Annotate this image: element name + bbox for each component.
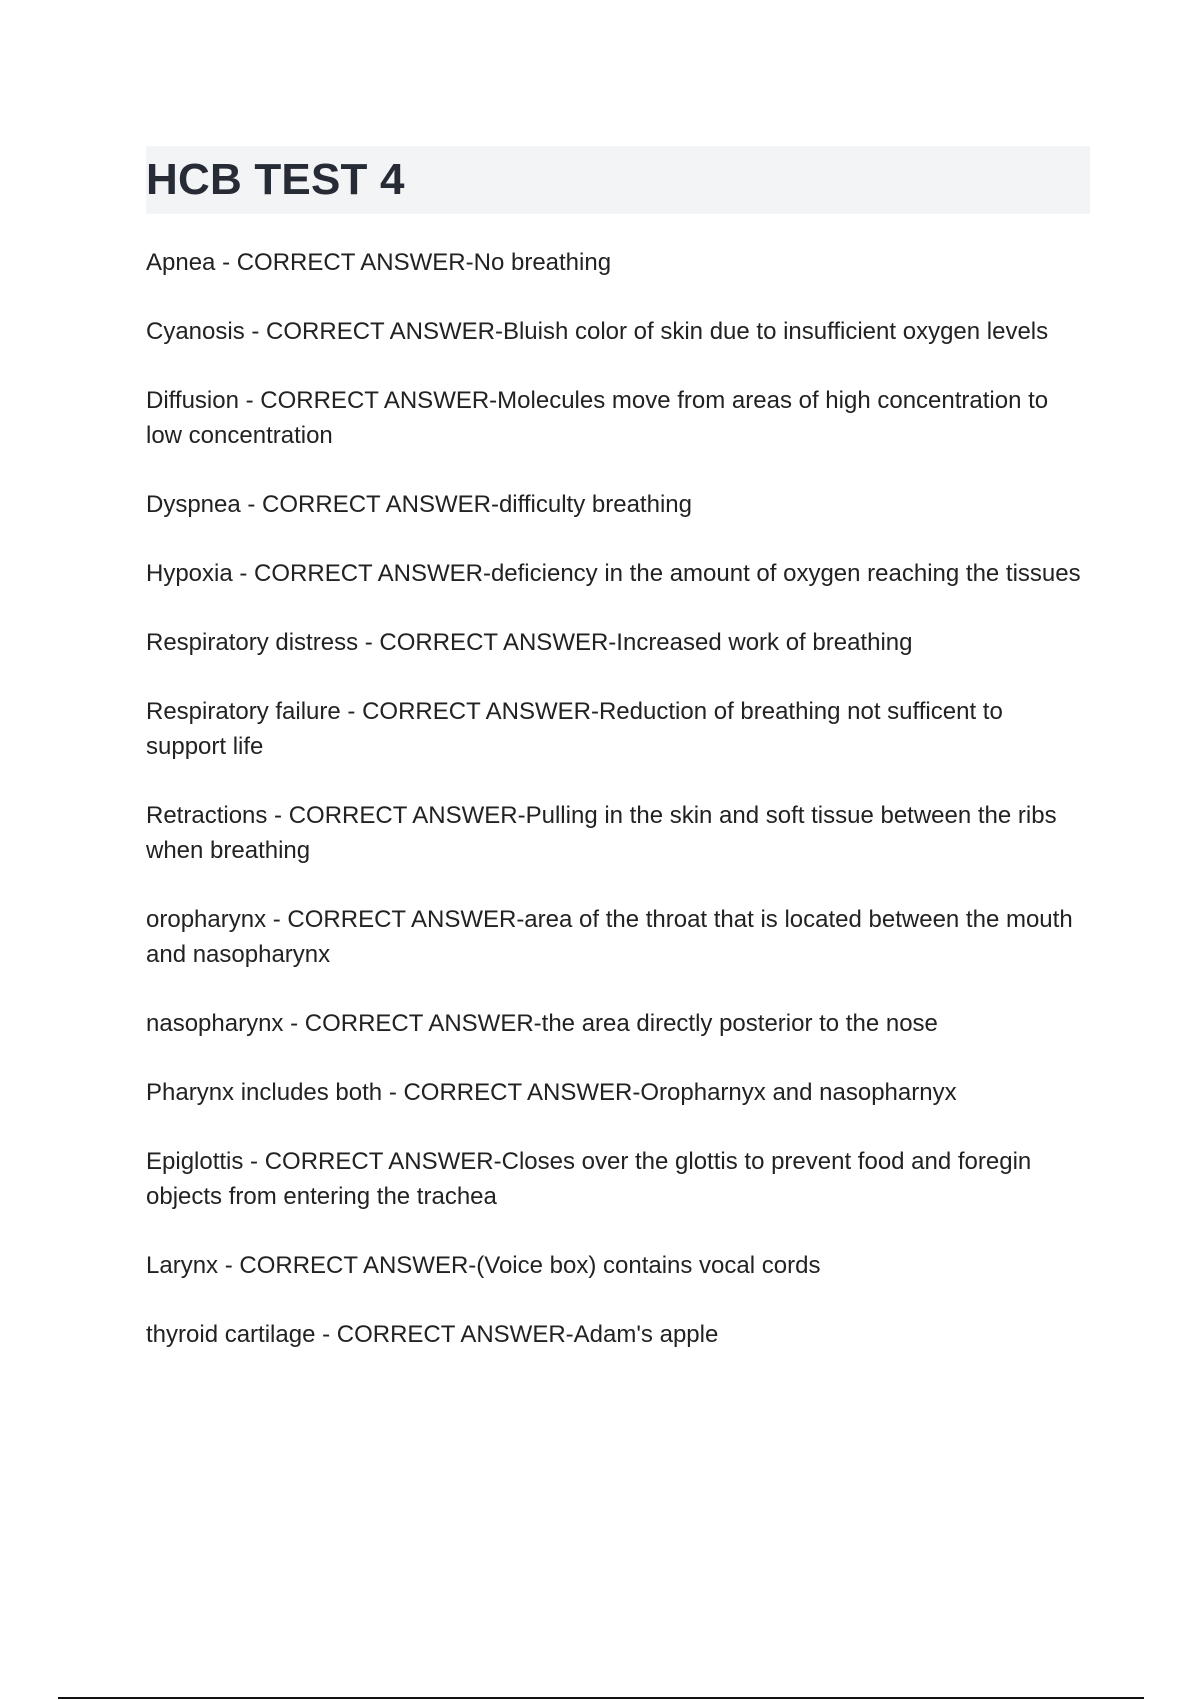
title-bar: [146, 146, 1090, 214]
flashcard-entry: oropharynx - CORRECT ANSWER-area of the throat that is located between the mouth and nasopharynx: [146, 906, 1073, 968]
flashcard-list: [146, 245, 1086, 1386]
flashcard-entry: Apnea - CORRECT ANSWER-No breathing: [146, 249, 612, 276]
flashcard-entry: Epiglottis - CORRECT ANSWER-Closes over the glottis to prevent food and foregin objects from entering the trachea: [146, 1148, 1032, 1210]
flashcard-entry: Cyanosis - CORRECT ANSWER-Bluish color of skin due to insufficient oxygen levels: [146, 318, 1049, 345]
footer-divider: [58, 1697, 1144, 1699]
flashcard-entry: nasopharynx - CORRECT ANSWER-the area directly posterior to the nose: [146, 1010, 938, 1037]
flashcard-entry: Respiratory failure - CORRECT ANSWER-Reduction of breathing not sufficent to support life: [146, 698, 1003, 760]
flashcard-entry: Larynx - CORRECT ANSWER-(Voice box) contains vocal cords: [146, 1252, 821, 1279]
page-title: HCB TEST 4: [146, 155, 405, 204]
flashcard-entry: Retractions - CORRECT ANSWER-Pulling in the skin and soft tissue between the ribs when breathing: [146, 802, 1057, 864]
flashcard-entry: Dyspnea - CORRECT ANSWER-difficulty breathing: [146, 491, 692, 518]
flashcard-entry: Hypoxia - CORRECT ANSWER-deficiency in the amount of oxygen reaching the tissues: [146, 560, 1081, 587]
flashcard-entry: Pharynx includes both - CORRECT ANSWER-Oropharnyx and nasopharnyx: [146, 1079, 957, 1106]
flashcard-entry: Diffusion - CORRECT ANSWER-Molecules move from areas of high concentration to low concentration: [146, 387, 1049, 449]
flashcard-entry: thyroid cartilage - CORRECT ANSWER-Adam's apple: [146, 1321, 719, 1348]
flashcard-entry: Respiratory distress - CORRECT ANSWER-Increased work of breathing: [146, 629, 913, 656]
